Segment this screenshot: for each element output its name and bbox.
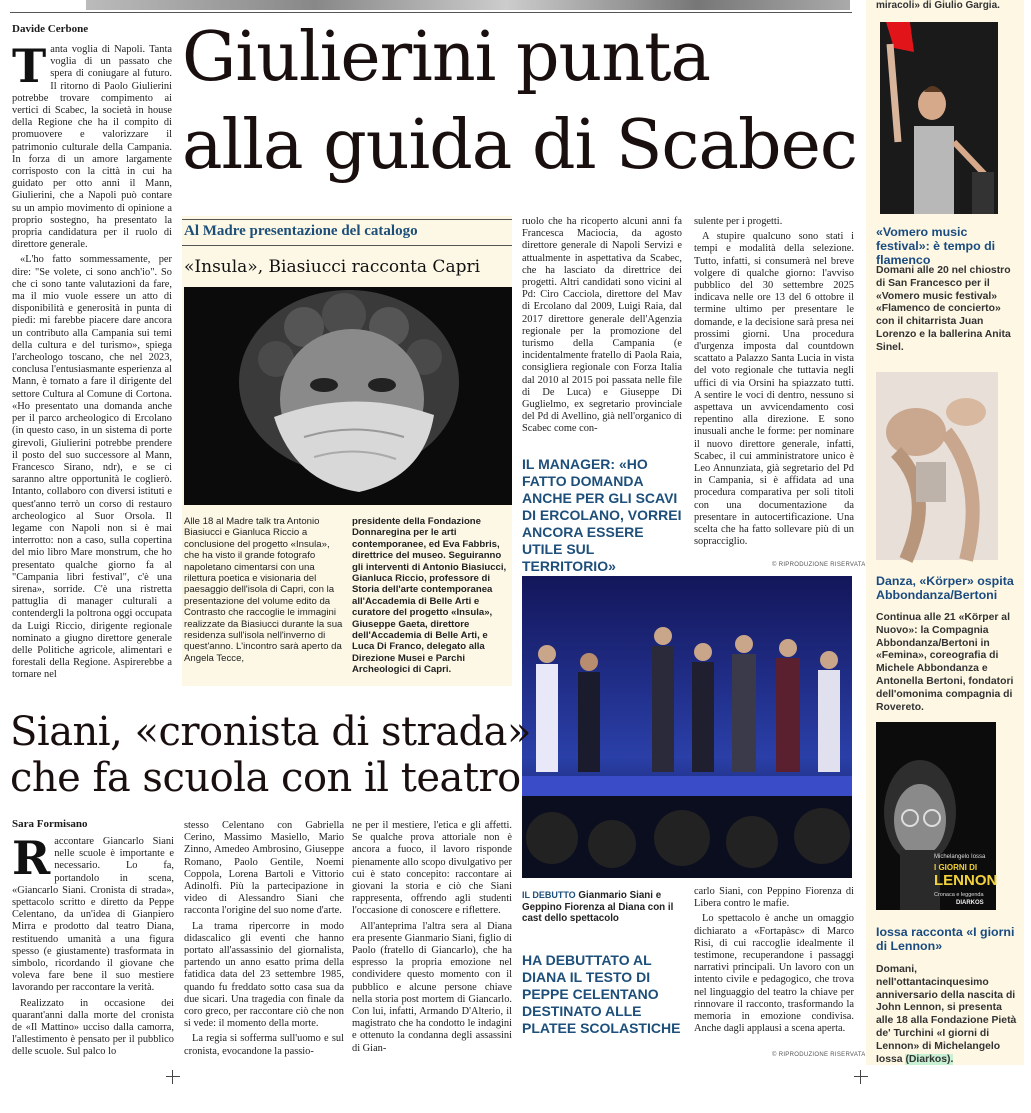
sidebar-item1-text: Domani alle 20 nel chiostro di San Francesco per il «Vomero music festival» «Flamenco de concierto» con il chitarrista Juan Lorenzo e la ballerina Anita Sinel. [876,265,1011,353]
sidebar-book-cover [876,722,996,910]
article2-col3 [352,820,512,1064]
sidebar-item3-body: Domani, nell'ottantacinquesimo anniversario della nascita di John Lennon, si presenta alle 18 alla Fondazione Pietà de' Turchini «I giorni di Lennon» di Michelangelo Iossa [876,964,1017,1065]
sidebar-item2-title: Danza, «Körper» ospita Abbondanza/Bertoni [876,574,1014,602]
article2-col3-p1: ne per il mestiere, l'etica e gli affetti. Se qualche prova attoriale non è ancora a fuoco, il lavoro risponde pienamente allo scopo divulgativo per cui è stato concepito: raccontare ai giovani la storia e ciò che Siani rappresenta, offrendo agli studenti l'occasione di conoscere e riflettere. [352,820,512,917]
article2-col2-p3: La regia si sofferma sull'uomo e sul cronista, evocandone la passio- [184,1033,344,1057]
top-rule [10,12,852,13]
article2-quote: HA DEBUTTATO AL DIANA IL TESTO DI PEPPE CELENTANO DESTINATO ALLE PLATEE SCOLASTICHE [522,952,681,1036]
insula-kicker: Al Madre presentazione del catalogo [184,223,418,239]
article2-dropcap: R [12,831,51,885]
insula-photo-sculpture [184,287,512,505]
sidebar-item2-text: Continua alle 21 «Körper al Nuovo»: la Compagnia Abbondanza/Bertoni in «Femina», coreografia di Michele Abbondanza e Antonella Bertoni, fondatori dell'omonima compagnia di Rovereto. [876,612,1014,713]
article2-title-line1: Siani, «cronista di strada» [10,709,531,755]
stage-caption-text: Gianmario Siani e Geppino Fiorenza al Diana con il cast dello spettacolo [522,890,674,925]
insula-top-rule [182,219,512,220]
article2-col1-p1: accontare Giancarlo Siani nelle scuole è importante e necessario. Lo fa, portandolo in scena, «Giancarlo Siani. Cronista di strada», spettacolo scritto e diretto da Peppe Celentano, da un'idea di Gianpiero Mirra e prodotto dal teatro Diana, restituendo umanità a una figura spesso (e giustamente) trasformata in simbolo, ricordando il giovane che voleva fare bene il suo mestiere lavorando per raccontare la verità. [12,836,174,994]
article1-col4-p1: sulente per i progetti. [694,216,783,227]
article1-col4-p2: A stupire qualcuno sono stati i tempi e modalità della selezione. Tutto, infatti, si consumerà nel breve volgere di qualche giorno: l'avviso pubblico del 30 settembre 2025 indicava nelle ore 13 del 6 ottobre il termine ultimo per presentare le domande, e la decisione sarà presa nei prossimi giorni. Una procedura d'urgenza imposta dal countdown scattato a Palazzo Santa Lucia in vista del voto regionale che tuttavia negli uffici di via Orsini ha spiazzato tutti. A sentire le voci di dentro, nessuno si aspettava un avvicendamento così repentino alla direzione. E sono inusuali anche le forme: per nominare il nuovo direttore generale, infatti, Scabec, il cui amministratore unico è Leo Annunziata, già segretario del Pd in Campania, si è affidata ad una procedura comparativa per soli titoli con una documentazione da presentare in autocertificazione. Una scelta che ha fatto sollevare più di un sopracciglio. [694,231,854,548]
article2-col3-p2: All'anteprima l'altra sera al Diana era presente Gianmario Siani, figlio di Paolo (fratello di Giancarlo), che ha espresso la propria emozione nel condividere questo momento con il pubblico e alcune persone chiave nella storia post mortem di Giancarlo. Con lui, infatti, Armando D'Alterio, il magistrato che ha condotto le indagini e ottenuto la condanna degli assassini di Gian- [352,920,512,1054]
book-author: Michelangelo Iossa [934,854,986,860]
insula-title: «Insula», Biasiucci racconta Capri [184,257,481,277]
insula-mid-rule [182,245,512,246]
article2-col4-p1: carlo Siani, con Peppino Fiorenza di Libera contro le mafie. [694,886,854,910]
article2-byline: Sara Formisano [12,818,88,830]
article2-col4-p2: Lo spettacolo è anche un omaggio dichiarato a «Fortapàsc» di Marco Risi, di cui raccoglie idealmente il testimone, recuperandone i passaggi narrativi principali. Un lavoro con un intento civile e pedagogico, che trova nel linguaggio del teatro la chiave per rinnovare il racconto, trasformando la memoria in emozione condivisa. Anche dagli applausi a scena aperta. [694,913,854,1035]
sidebar-item3-text [876,964,1018,1066]
book-publisher: DIARKOS [956,900,984,906]
article2-col2 [184,820,344,1064]
article1-col1-p2: «L'ho fatto sommessamente, per dire: "Se volete, ci sono anch'io". So che ci sono tante valutazioni da fare, ma il mio vuole essere un atto di disponibilità e generosità in punta di piedi: mi farebbe piacere dare ancora un contributo alla Campania sui temi della cultura e del turismo», spiega l'archeologo toscano, che nel 2023, conclusa l'entusiasmante esperienza al Mann, è tornato a fare il dirigente del settore Cultura al Comune di Cortona. «Ho presentato una domanda anche per il parco archeologico di Ercolano (in questo caso, in un sistema di porte girevoli, Giulierini potrebbe prendere il posto del suo successore al Mann, Francesco Sirano, ndr), e se ci saranno altre opportunità le coglierò. Intanto, collaboro con diversi istituti e quest'anno terrò un corso di restauro archeologico al Suor Orsola. Il legame con Napoli non si è mai interrotto: non a caso, sulla copertina del mio libro Mare monstrum, che ho presentato qualche giorno fa al "Campania libri festival", c'è una sirena», sorride. C'è una ristretta pattuglia di manager culturali a contendergli la poltrona oggi occupata da Luigi Riccio, dirigente regionale nominato a giugno direttore generale delle Politiche agricole, alimentari e forestali della Regione. Aspirerebbe a tornare nel [12,254,172,681]
article1-title-line1: Giulierini punta [182,18,710,97]
article1-dropcap: T [12,39,47,93]
article1-col3-p1: ruolo che ha ricoperto alcuni anni fa Francesca Maciocia, da agosto direttore generale di Napoli Servizi e attualmente in aspettativa da Scabec, che ha lasciato da direttrice dei progetti. Altri candidati sono vicini al Pd: Ciro Cacciola, direttore del Mav di Ercolano dal 2009, Luigi Raia, dal 2017 direttore generale dell'Agenzia regionale per la promozione del turismo della Campania (e incidentalmente fratello di Paola Raia, consigliera regionale con Forza Italia dal 2010 al 2015 poi passata nelle file di De Luca) e Giuseppe Di Guglielmo, ex segretario provinciale del Pd di Avellino, già nell'organico di Scabec come con- [522,216,682,435]
stage-photo-cast [522,576,852,878]
sidebar-item3-title: Iossa racconta «I giorni di Lennon» [876,925,1015,953]
stage-caption [522,890,682,925]
article2-col4 [694,886,854,1050]
insula-text-col2: presidente della Fondazione Donnaregina per le arti contemporanee, ed Eva Fabbris, direttrice del museo. Seguiranno gli interventi di Antonio Biasiucci, Gianluca Riccio, professore di Storia dell'arte contemporanea all'Accademia di Belle Arti e curatore del progetto «Insula», Giuseppe Gaeta, direttore dell'Accademia di Belle Arti, e Luca Di Franco, delegato alla Direzione Musei e Parchi Archeologici di Capri. [352,516,507,676]
insula-text-col1: Alle 18 al Madre talk tra Antonio Biasiucci e Gianluca Riccio a conclusione del progetto «Insula», che ha visto il grande fotografo napoletano cimentarsi con una rilettura poetica e visionaria del paesaggio dell'isola di Capri, con la presentazione del volume edito da Contrasto che raccoglie le immagini realizzate da Biasiucci durante la sua residenza sull'isola nell'inverno di quest'anno. L'incontro sarà aperto da Angela Tecce, [184,516,343,664]
article1-col4 [694,216,854,556]
article2-col1 [12,831,174,1064]
article1-col1-p1: anta voglia di Napoli. Tanta voglia di un passato che spera di coniugare al futuro. Il ritorno di Paolo Giulierini potrebbe trovare compimento ai vertici di Scabec, la società in house della Regione che ha il compito di promuovere e valorizzare il patrimonio culturale della Campania. In forza di un amore largamente corrisposto con la città in cui ha guidato per otto anni il Mann, Giulierini, che a Napoli può contare su un ampio movimento di opinione a proprio sostegno, ha presentato la propria candidatura per il ruolo di direttore generale. [12,44,172,251]
article1-title-line2: alla guida di Scabec [182,106,857,185]
book-title-2: LENNON [934,872,998,889]
article1-copyright: © RIPRODUZIONE RISERVATA [772,562,866,568]
book-title-1: I GIORNI DI [934,863,978,872]
stage-caption-label: IL DEBUTTO [522,890,576,900]
sidebar-photo-flamenco [880,22,998,214]
article2-col2-p2: La trama ripercorre in modo didascalico gli eventi che hanno portato all'assassinio del giornalista, partendo un anno esatto prima della fatidica data del 23 settembre 1985, quando fu freddato sotto casa sua da due sicari. Una tragedia con finale da coro greco, per raccontare ciò che non si vede: il momento della morte. [184,920,344,1030]
article2-col1-p2: Realizzato in occasione dei quarant'anni dalla morte del cronista de «Il Mattino» ucciso dalla camorra, l'allestimento è pensato per il pubblico delle scuole. Sul palco lo [12,997,174,1058]
article1-col3 [522,216,682,435]
sidebar-item1-title: «Vomero music festival»: è tempo di flamenco [876,225,996,267]
article2-col2-p1: stesso Celentano con Gabriella Cerino, Massimo Masiello, Mario Zinno, Amedeo Ambrosino, Giuseppe Romano, Paolo Gentile, Noemi Coppola, Lorena Bartoli e Vittorio Adinolfi. Più la partecipazione in video di Alessandro Siani che racconta l'origine del suo nome d'arte. [184,820,344,917]
article1-col1 [12,39,172,686]
sidebar-item3-publisher: (Diarkos). [905,1053,954,1065]
sidebar-top-fragment: miracoli» di Giulio Gargia. [876,0,1000,11]
article1-byline: Davide Cerbone [12,23,89,35]
sidebar-photo-dance [876,372,998,560]
crop-mark-right [854,1070,868,1084]
book-subtitle: Cronaca e leggenda [934,892,984,898]
top-photo-strip [86,0,850,10]
article2-title-line2: che fa scuola con il teatro [10,755,521,801]
article2-copyright: © RIPRODUZIONE RISERVATA [772,1052,866,1058]
crop-mark-left [166,1070,180,1084]
article1-quote: IL MANAGER: «HO FATTO DOMANDA ANCHE PER GLI SCAVI DI ERCOLANO, VORREI ANCORA ESSERE UTILE SUL TERRITORIO» [522,456,682,574]
